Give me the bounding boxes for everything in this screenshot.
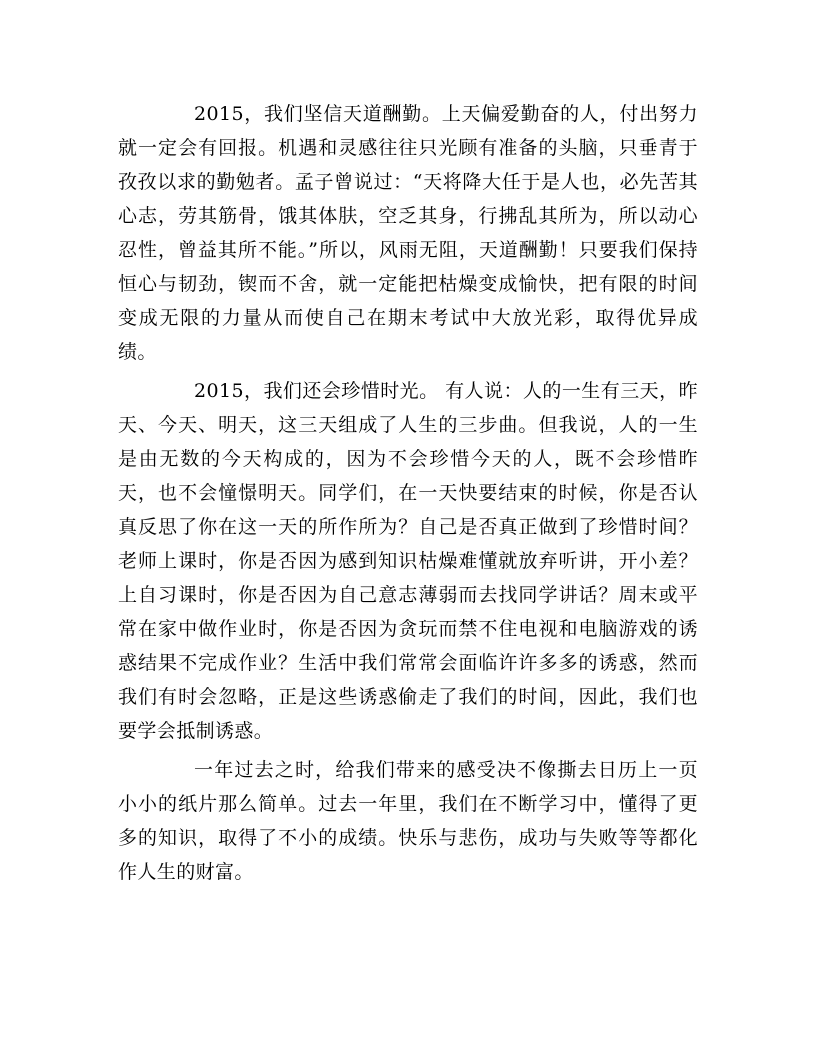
paragraph-cherish-time: 2015，我们还会珍惜时光。 有人说：人的一生有三天，昨天、今天、明天，这三天组成了人生的三步曲。但我说，人的一生是由无数的今天构成的，因为不会珍惜今天的人，既不会珍惜昨天，也不会憧憬明天。同学们，在一天快要结束的时候，你是否认真反思了你在这一天的所作所为？自己是否真正做到了珍惜时间？老师上课时，你是否因为感到知识枯燥难懂就放弃听讲，开小差？上自习课时，你是否因为自己意志薄弱而去找同学讲话？周末或平常在家中做作业时，你是否因为贪玩而禁不住电视和电脑游戏的诱惑结果不完成作业？生活中我们常常会面临许许多多的诱惑，然而我们有时会忽略，正是这些诱惑偷走了我们的时间，因此，我们也要学会抵制诱惑。 (118, 380, 698, 742)
document-body (118, 97, 698, 894)
paragraph-year-reflection: 一年过去之时，给我们带来的感受决不像撕去日历上一页小小的纸片那么简单。过去一年里，我们在不断学习中，懂得了更多的知识，取得了不小的成绩。快乐与悲伤，成功与失败等等都化作人生的财富。 (118, 759, 698, 883)
paragraph-diligence: 2015，我们坚信天道酬勤。上天偏爱勤奋的人，付出努力就一定会有回报。机遇和灵感往往只光顾有准备的头脑，只垂青于孜孜以求的勤勉者。孟子曾说过：“天将降大任于是人也，必先苦其心志，劳其筋骨，饿其体肤，空乏其身，行拂乱其所为，所以动心忍性，曾益其所不能。”所以，风雨无阻，天道酬勤！只要我们保持恒心与韧劲，锲而不舍，就一定能把枯燥变成愉快，把有限的时间变成无限的力量从而使自己在期末考试中大放光彩，取得优异成绩。 (118, 103, 698, 363)
